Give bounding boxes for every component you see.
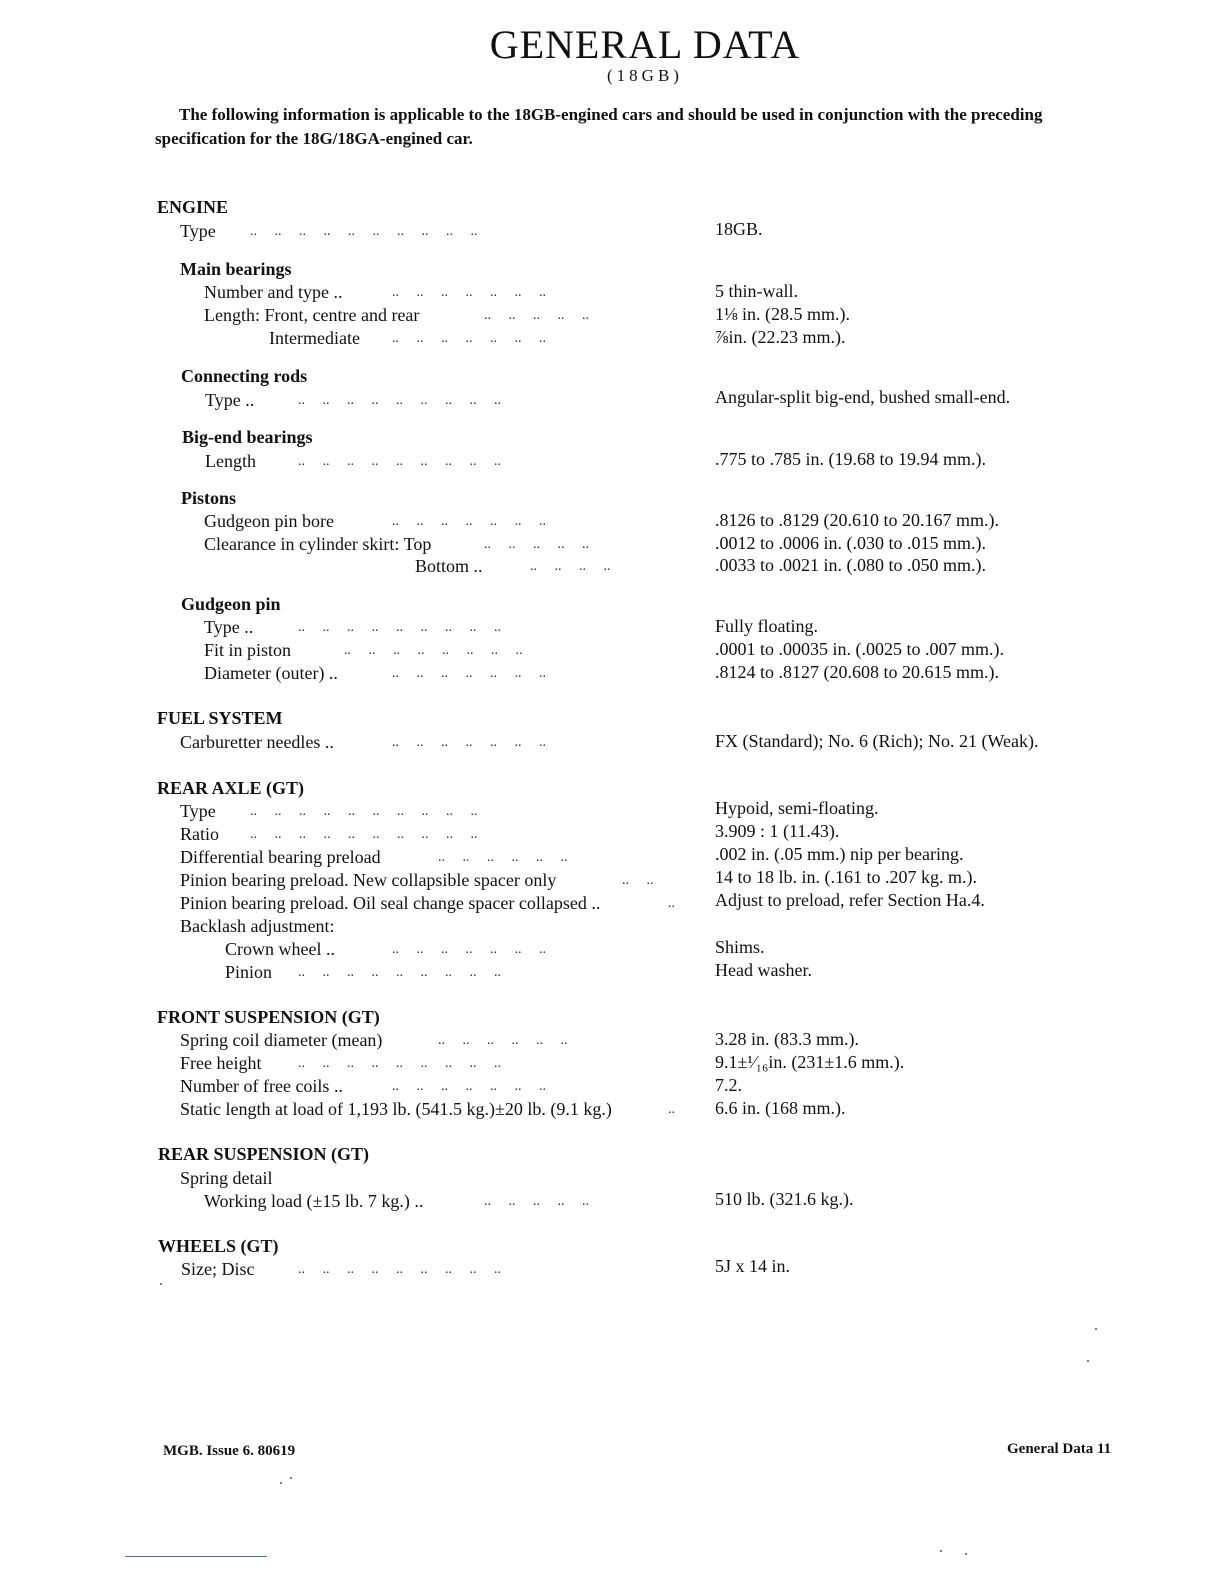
leader-dots: .. ..: [622, 873, 654, 888]
spec-value: 1⅛ in. (28.5 mm.).: [715, 304, 850, 324]
leader-dots: .. .. .. .. ..: [484, 308, 589, 323]
spec-label: Number and type ..: [204, 282, 343, 302]
spec-value: 7.2.: [715, 1075, 742, 1095]
section-heading-front-suspension: FRONT SUSPENSION (GT): [157, 1007, 380, 1027]
spec-value: 5J x 14 in.: [715, 1256, 791, 1276]
spec-label: Diameter (outer) ..: [204, 663, 338, 683]
spec-value: Fully floating.: [715, 616, 818, 636]
spec-value: 9.1±¹⁄₁₆in. (231±1.6 mm.).: [715, 1052, 905, 1072]
leader-dots: .. .. .. .. .. .. ..: [392, 942, 546, 957]
leader-dots: .. .. .. .. .. ..: [438, 1033, 568, 1048]
leader-dots: .. .. .. .. .. .. ..: [392, 666, 546, 681]
spec-label: Spring coil diameter (mean): [180, 1030, 383, 1050]
leader-dots: .. .. .. .. .. .. ..: [392, 285, 546, 300]
page-title: GENERAL DATA: [489, 22, 801, 67]
scan-speck: [280, 1482, 282, 1484]
spec-label: Backlash adjustment:: [180, 916, 335, 936]
spec-label: Type: [180, 221, 216, 241]
spec-label: Length: [205, 451, 256, 471]
spec-value: Adjust to preload, refer Section Ha.4.: [715, 890, 985, 910]
spec-value: .0033 to .0021 in. (.080 to .050 mm.).: [715, 555, 986, 575]
spec-label: Number of free coils ..: [180, 1076, 343, 1096]
spec-value: .002 in. (.05 mm.) nip per bearing.: [715, 844, 964, 864]
spec-value: Angular-split big-end, bushed small-end.: [715, 387, 1011, 407]
section-heading-rear-axle: REAR AXLE (GT): [157, 778, 305, 798]
section-heading-wheels: WHEELS (GT): [158, 1236, 279, 1256]
spec-value: Head washer.: [715, 960, 812, 980]
spec-value: Hypoid, semi-floating.: [715, 798, 879, 818]
leader-dots: ..: [668, 896, 675, 911]
spec-label: Gudgeon pin bore: [204, 511, 334, 531]
leader-dots: .. .. .. .. ..: [484, 1194, 589, 1209]
spec-label: Fit in piston: [204, 640, 292, 660]
leader-dots: .. .. .. .. .. .. .. .. ..: [298, 965, 501, 980]
footer-page-number: General Data 11: [1007, 1441, 1112, 1457]
subheading-main-bearings: Main bearings: [180, 259, 292, 279]
scan-underline-mark: [125, 1556, 267, 1557]
subheading-connecting-rods: Connecting rods: [181, 366, 308, 386]
scan-speck: [160, 1283, 162, 1285]
page-subtitle: (18GB): [607, 66, 683, 85]
spec-label: Ratio: [180, 824, 219, 844]
section-heading-engine: ENGINE: [157, 197, 229, 217]
spec-value: .8126 to .8129 (20.610 to 20.167 mm.).: [715, 510, 999, 530]
spec-label: Intermediate: [269, 328, 360, 348]
scan-speck: [965, 1553, 967, 1555]
leader-dots: .. .. .. ..: [530, 559, 611, 574]
intro-line-1: The following information is applicable to the 18GB-engined cars and should be used in conjunction with the preceding: [179, 105, 1043, 124]
spec-value: .0012 to .0006 in. (.030 to .015 mm.).: [715, 533, 986, 553]
spec-value: 3.909 : 1 (11.43).: [715, 821, 840, 841]
leader-dots: .. .. .. .. .. .. .. .. ..: [298, 1056, 501, 1071]
leader-dots: .. .. .. .. .. .. .. .. .. ..: [250, 224, 478, 239]
spec-label: Bottom ..: [415, 556, 483, 576]
subheading-big-end-bearings: Big-end bearings: [182, 427, 313, 447]
spec-label: Static length at load of 1,193 lb. (541.5 kg.)±20 lb. (9.1 kg.): [180, 1099, 612, 1119]
spec-label: Length: Front, centre and rear: [204, 305, 420, 325]
spec-value: .775 to .785 in. (19.68 to 19.94 mm.).: [715, 449, 986, 469]
spec-value: 18GB.: [715, 219, 763, 239]
spec-label: Clearance in cylinder skirt: Top: [204, 534, 432, 554]
spec-value: 14 to 18 lb. in. (.161 to .207 kg. m.).: [715, 867, 977, 887]
spec-label: Type ..: [205, 390, 255, 410]
scan-speck: [1087, 1360, 1089, 1362]
section-heading-rear-suspension: REAR SUSPENSION (GT): [158, 1144, 370, 1164]
leader-dots: .. .. .. .. .. .. ..: [392, 514, 546, 529]
spec-label: Working load (±15 lb. 7 kg.) ..: [204, 1191, 424, 1211]
spec-value: 510 lb. (321.6 kg.).: [715, 1189, 854, 1209]
spec-label: Pinion: [225, 962, 273, 982]
intro-line-2: specification for the 18G/18GA-engined car.: [155, 129, 473, 148]
leader-dots: .. .. .. .. .. .. .. .. .. ..: [250, 827, 478, 842]
leader-dots: .. .. .. .. .. .. .. ..: [344, 643, 523, 658]
spec-label: Pinion bearing preload. New collapsible spacer only: [180, 870, 557, 890]
spec-value: .0001 to .00035 in. (.0025 to .007 mm.).: [715, 639, 1004, 659]
leader-dots: .. .. .. .. .. ..: [438, 850, 568, 865]
section-heading-fuel-system: FUEL SYSTEM: [157, 708, 283, 728]
leader-dots: .. .. .. .. .. .. ..: [392, 331, 546, 346]
subheading-gudgeon-pin: Gudgeon pin: [181, 594, 281, 614]
spec-label: Free height: [180, 1053, 262, 1073]
spec-value: Shims.: [715, 937, 765, 957]
spec-label: Type: [180, 801, 216, 821]
leader-dots: .. .. .. .. .. .. ..: [392, 735, 546, 750]
subheading-pistons: Pistons: [181, 488, 237, 508]
leader-dots: .. .. .. .. .. .. ..: [392, 1079, 546, 1094]
leader-dots: ..: [668, 1102, 675, 1117]
footer-issue: MGB. Issue 6. 80619: [163, 1443, 296, 1459]
spec-value: ⅞in. (22.23 mm.).: [715, 327, 846, 347]
spec-value: 6.6 in. (168 mm.).: [715, 1098, 846, 1118]
leader-dots: .. .. .. .. .. .. .. .. ..: [298, 1262, 501, 1277]
leader-dots: .. .. .. .. .. .. .. .. ..: [298, 454, 501, 469]
spec-label: Carburetter needles ..: [180, 732, 334, 752]
spec-label: Pinion bearing preload. Oil seal change spacer collapsed ..: [180, 893, 601, 913]
spec-label: Spring detail: [180, 1168, 273, 1188]
spec-value: FX (Standard); No. 6 (Rich); No. 21 (Weak).: [715, 731, 1039, 751]
leader-dots: .. .. .. .. .. .. .. .. ..: [298, 620, 501, 635]
scan-speck: [290, 1477, 292, 1479]
leader-dots: .. .. .. .. ..: [484, 537, 589, 552]
spec-label: Size; Disc: [181, 1259, 255, 1279]
scan-speck: [1095, 1328, 1097, 1330]
spec-value: 5 thin-wall.: [715, 281, 798, 301]
leader-dots: .. .. .. .. .. .. .. .. ..: [298, 393, 501, 408]
intro-paragraph: [155, 103, 1130, 151]
spec-value: 3.28 in. (83.3 mm.).: [715, 1029, 859, 1049]
spec-label: Differential bearing preload: [180, 847, 381, 867]
spec-value: .8124 to .8127 (20.608 to 20.615 mm.).: [715, 662, 999, 682]
leader-dots: .. .. .. .. .. .. .. .. .. ..: [250, 804, 478, 819]
spec-label: Type ..: [204, 617, 254, 637]
spec-label: Crown wheel ..: [225, 939, 335, 959]
scan-speck: [940, 1550, 942, 1552]
